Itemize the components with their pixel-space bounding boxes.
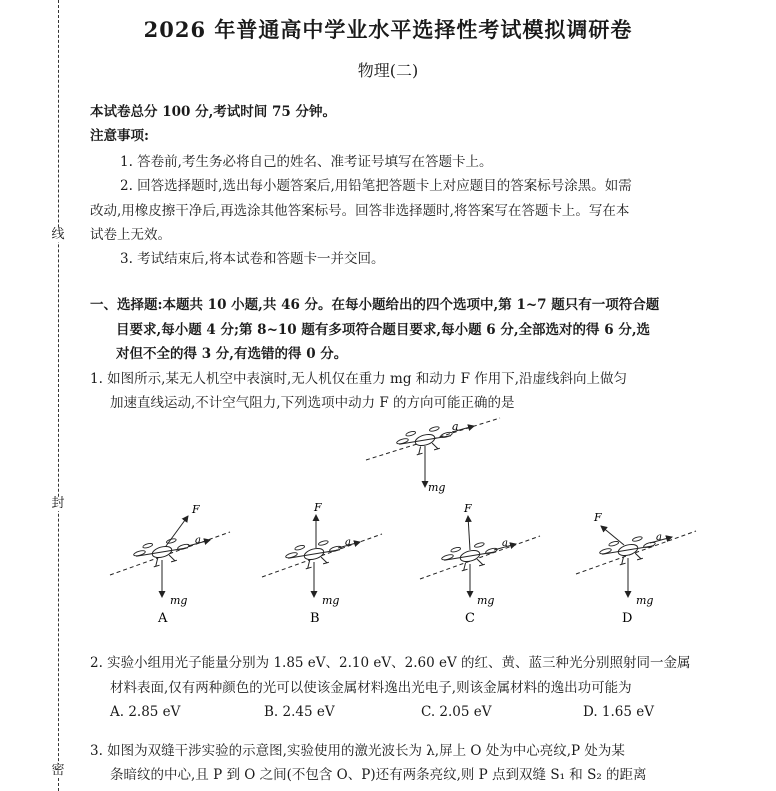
q1-option-a-figure [110, 503, 230, 607]
section-line2: 目要求,每小题 4 分;第 8~10 题有多项符合题目要求,每小题 6 分,全部选对的得 6 分,选 [116, 322, 651, 338]
q1-d-a-label: a [656, 532, 662, 543]
q1-option-b-letter: B [310, 611, 320, 626]
notes-heading: 注意事项: [90, 128, 149, 144]
q3-line1: 3. 如图为双缝干涉实验的示意图,实验使用的激光波长为 λ,屏上 O 处为中心亮纹,P 处为某 [90, 743, 625, 759]
q1-b-a-label: a [345, 537, 351, 548]
note-2-line3: 试卷上无效。 [90, 227, 171, 243]
q1-b-F-label: F [314, 501, 322, 514]
q2-option-d: D. 1.65 eV [583, 704, 655, 720]
binding-label-seal: 封 [51, 496, 65, 511]
note-3: 3. 考试结束后,将本试卷和答题卡一并交回。 [120, 251, 385, 267]
q1-option-b-figure [262, 501, 382, 607]
q1-a-a-label: a [195, 535, 201, 546]
q1-a-F-label: F [192, 503, 200, 516]
q1-line2: 加速直线运动,不计空气阻力,下列选项中动力 F 的方向可能正确的是 [110, 395, 515, 411]
section-line1: 一、选择题:本题共 10 小题,共 46 分。在每小题给出的四个选项中,第 1~7 题只有一项符合题 [90, 297, 660, 313]
section-line3: 对但不全的得 3 分,有选错的得 0 分。 [116, 346, 348, 362]
note-1: 1. 答卷前,考生务必将自己的姓名、准考证号填写在答题卡上。 [120, 154, 493, 170]
q1-d-mg-label: mg [636, 594, 654, 607]
q1-option-c-figure [420, 502, 540, 607]
q1-main-drone [366, 418, 500, 494]
binding-label-seal2: 密 [51, 763, 65, 778]
exam-title: 2026 年普通高中学业水平选择性考试模拟调研卷 [143, 17, 633, 42]
q2-line1: 2. 实验小组用光子能量分别为 1.85 eV、2.10 eV、2.60 eV 的红、黄、蓝三种光分别照射同一金属 [90, 655, 691, 671]
q1-line1: 1. 如图所示,某无人机空中表演时,无人机仅在重力 mg 和动力 F 作用下,沿虚线斜向上做匀 [90, 371, 628, 387]
q1-option-d-figure [576, 511, 696, 607]
q2-option-c: C. 2.05 eV [421, 704, 492, 720]
exam-subtitle: 物理(二) [357, 61, 419, 80]
q1-c-mg-label: mg [477, 594, 495, 607]
q2-line2: 材料表面,仅有两种颜色的光可以使该金属材料逸出光电子,则该金属材料的逸出功可能为 [110, 680, 632, 696]
note-2-line2: 改动,用橡皮擦干净后,再选涂其他答案标号。回答非选择题时,将答案写在答题卡上。写在本 [90, 203, 630, 219]
q3-line2: 条暗纹的中心,且 P 到 O 之间(不包含 O、P)还有两条亮纹,则 P 点到双缝 S₁ 和 S₂ 的距离 [110, 767, 647, 783]
q1-option-d-letter: D [622, 611, 633, 626]
binding-label-line: 线 [51, 227, 65, 242]
notes-intro: 本试卷总分 100 分,考试时间 75 分钟。 [90, 104, 336, 120]
q2-option-b: B. 2.45 eV [264, 704, 335, 720]
q1-c-a-label: a [502, 538, 508, 549]
q2-option-a: A. 2.85 eV [110, 704, 181, 720]
q1-main-mg-label: mg [428, 481, 446, 494]
q1-a-mg-label: mg [170, 594, 188, 607]
q1-option-a-letter: A [158, 611, 168, 626]
note-2-line1: 2. 回答选择题时,选出每小题答案后,用铅笔把答题卡上对应题目的答案标号涂黑。如需 [120, 178, 632, 194]
q1-option-c-letter: C [465, 611, 475, 626]
q1-b-mg-label: mg [322, 594, 340, 607]
q1-c-F-label: F [464, 502, 472, 515]
q1-main-a-label: a [452, 420, 459, 433]
q1-d-F-label: F [594, 511, 602, 524]
